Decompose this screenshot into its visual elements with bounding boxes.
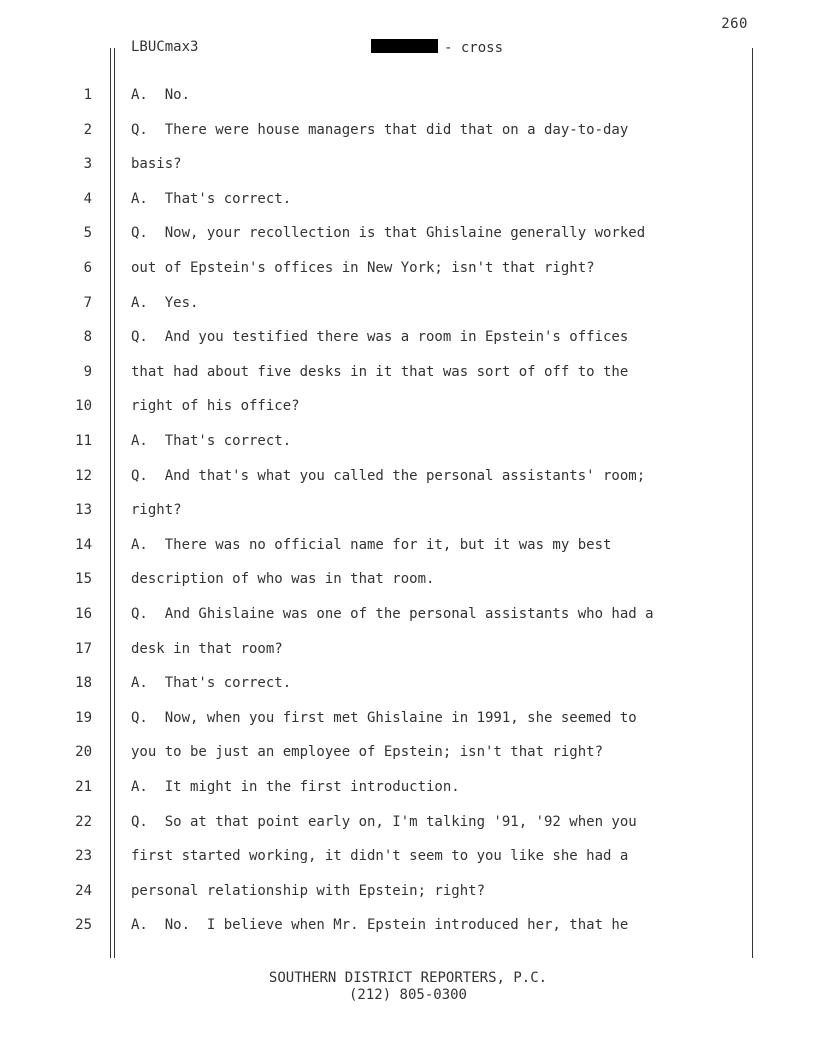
line-number: 4 bbox=[83, 191, 92, 207]
line-number: 19 bbox=[75, 710, 92, 726]
transcript-line: Q. And you testified there was a room in Epstein's offices bbox=[131, 329, 629, 345]
header-left: LBUCmax3 bbox=[131, 39, 199, 55]
transcript-line: Q. And that's what you called the personal assistants' room; bbox=[131, 468, 646, 484]
line-number: 9 bbox=[83, 364, 92, 380]
line-number: 11 bbox=[75, 433, 92, 449]
line-number: 8 bbox=[83, 329, 92, 345]
line-number: 16 bbox=[75, 606, 92, 622]
transcript-line: out of Epstein's offices in New York; isn't that right? bbox=[131, 260, 595, 276]
transcript-line: Q. There were house managers that did that on a day-to-day bbox=[131, 122, 629, 138]
line-number: 22 bbox=[75, 814, 92, 830]
transcript-line: you to be just an employee of Epstein; isn't that right? bbox=[131, 744, 604, 760]
line-number: 2 bbox=[83, 122, 92, 138]
line-number: 14 bbox=[75, 537, 92, 553]
line-number: 10 bbox=[75, 398, 92, 414]
line-number: 1 bbox=[83, 87, 92, 103]
left-margin-rule bbox=[114, 48, 115, 958]
transcript-line: A. Yes. bbox=[131, 295, 199, 311]
header-center-suffix: - cross bbox=[444, 40, 504, 56]
transcript-line: basis? bbox=[131, 156, 182, 172]
line-number: 3 bbox=[83, 156, 92, 172]
transcript-line: first started working, it didn't seem to you like she had a bbox=[131, 848, 629, 864]
line-number: 24 bbox=[75, 883, 92, 899]
page-number: 260 bbox=[721, 16, 748, 32]
transcript-line: Q. Now, when you first met Ghislaine in 1991, she seemed to bbox=[131, 710, 637, 726]
transcript-line: A. That's correct. bbox=[131, 675, 292, 691]
line-number: 5 bbox=[83, 225, 92, 241]
line-number: 6 bbox=[83, 260, 92, 276]
line-number: 15 bbox=[75, 571, 92, 587]
line-number: 18 bbox=[75, 675, 92, 691]
transcript-line: right? bbox=[131, 502, 182, 518]
transcript-line: A. It might in the first introduction. bbox=[131, 779, 460, 795]
transcript-line: personal relationship with Epstein; right? bbox=[131, 883, 486, 899]
line-number: 12 bbox=[75, 468, 92, 484]
footer bbox=[0, 970, 816, 1004]
right-margin-rule bbox=[752, 48, 753, 958]
transcript-line: A. No. bbox=[131, 87, 191, 103]
transcript-line: A. That's correct. bbox=[131, 191, 292, 207]
line-number: 20 bbox=[75, 744, 92, 760]
line-number: 17 bbox=[75, 641, 92, 657]
transcript-line: Q. Now, your recollection is that Ghislaine generally worked bbox=[131, 225, 646, 241]
left-margin-rule bbox=[110, 48, 111, 958]
line-number: 13 bbox=[75, 502, 92, 518]
transcript-line: Q. So at that point early on, I'm talking '91, '92 when you bbox=[131, 814, 637, 830]
line-number: 23 bbox=[75, 848, 92, 864]
footer-reporter: SOUTHERN DISTRICT REPORTERS, P.C. bbox=[268, 970, 548, 986]
transcript-line: description of who was in that room. bbox=[131, 571, 435, 587]
transcript-line: that had about five desks in it that was sort of off to the bbox=[131, 364, 629, 380]
header-center bbox=[371, 39, 503, 56]
transcript-line: A. No. I believe when Mr. Epstein introduced her, that he bbox=[131, 917, 629, 933]
line-number: 25 bbox=[75, 917, 92, 933]
transcript-line: A. That's correct. bbox=[131, 433, 292, 449]
redaction-box bbox=[371, 39, 438, 53]
line-number: 7 bbox=[83, 295, 92, 311]
footer-phone: (212) 805-0300 bbox=[348, 987, 467, 1003]
transcript-line: desk in that room? bbox=[131, 641, 283, 657]
transcript-line: A. There was no official name for it, but it was my best bbox=[131, 537, 612, 553]
transcript-line: right of his office? bbox=[131, 398, 300, 414]
transcript-line: Q. And Ghislaine was one of the personal assistants who had a bbox=[131, 606, 654, 622]
line-number: 21 bbox=[75, 779, 92, 795]
